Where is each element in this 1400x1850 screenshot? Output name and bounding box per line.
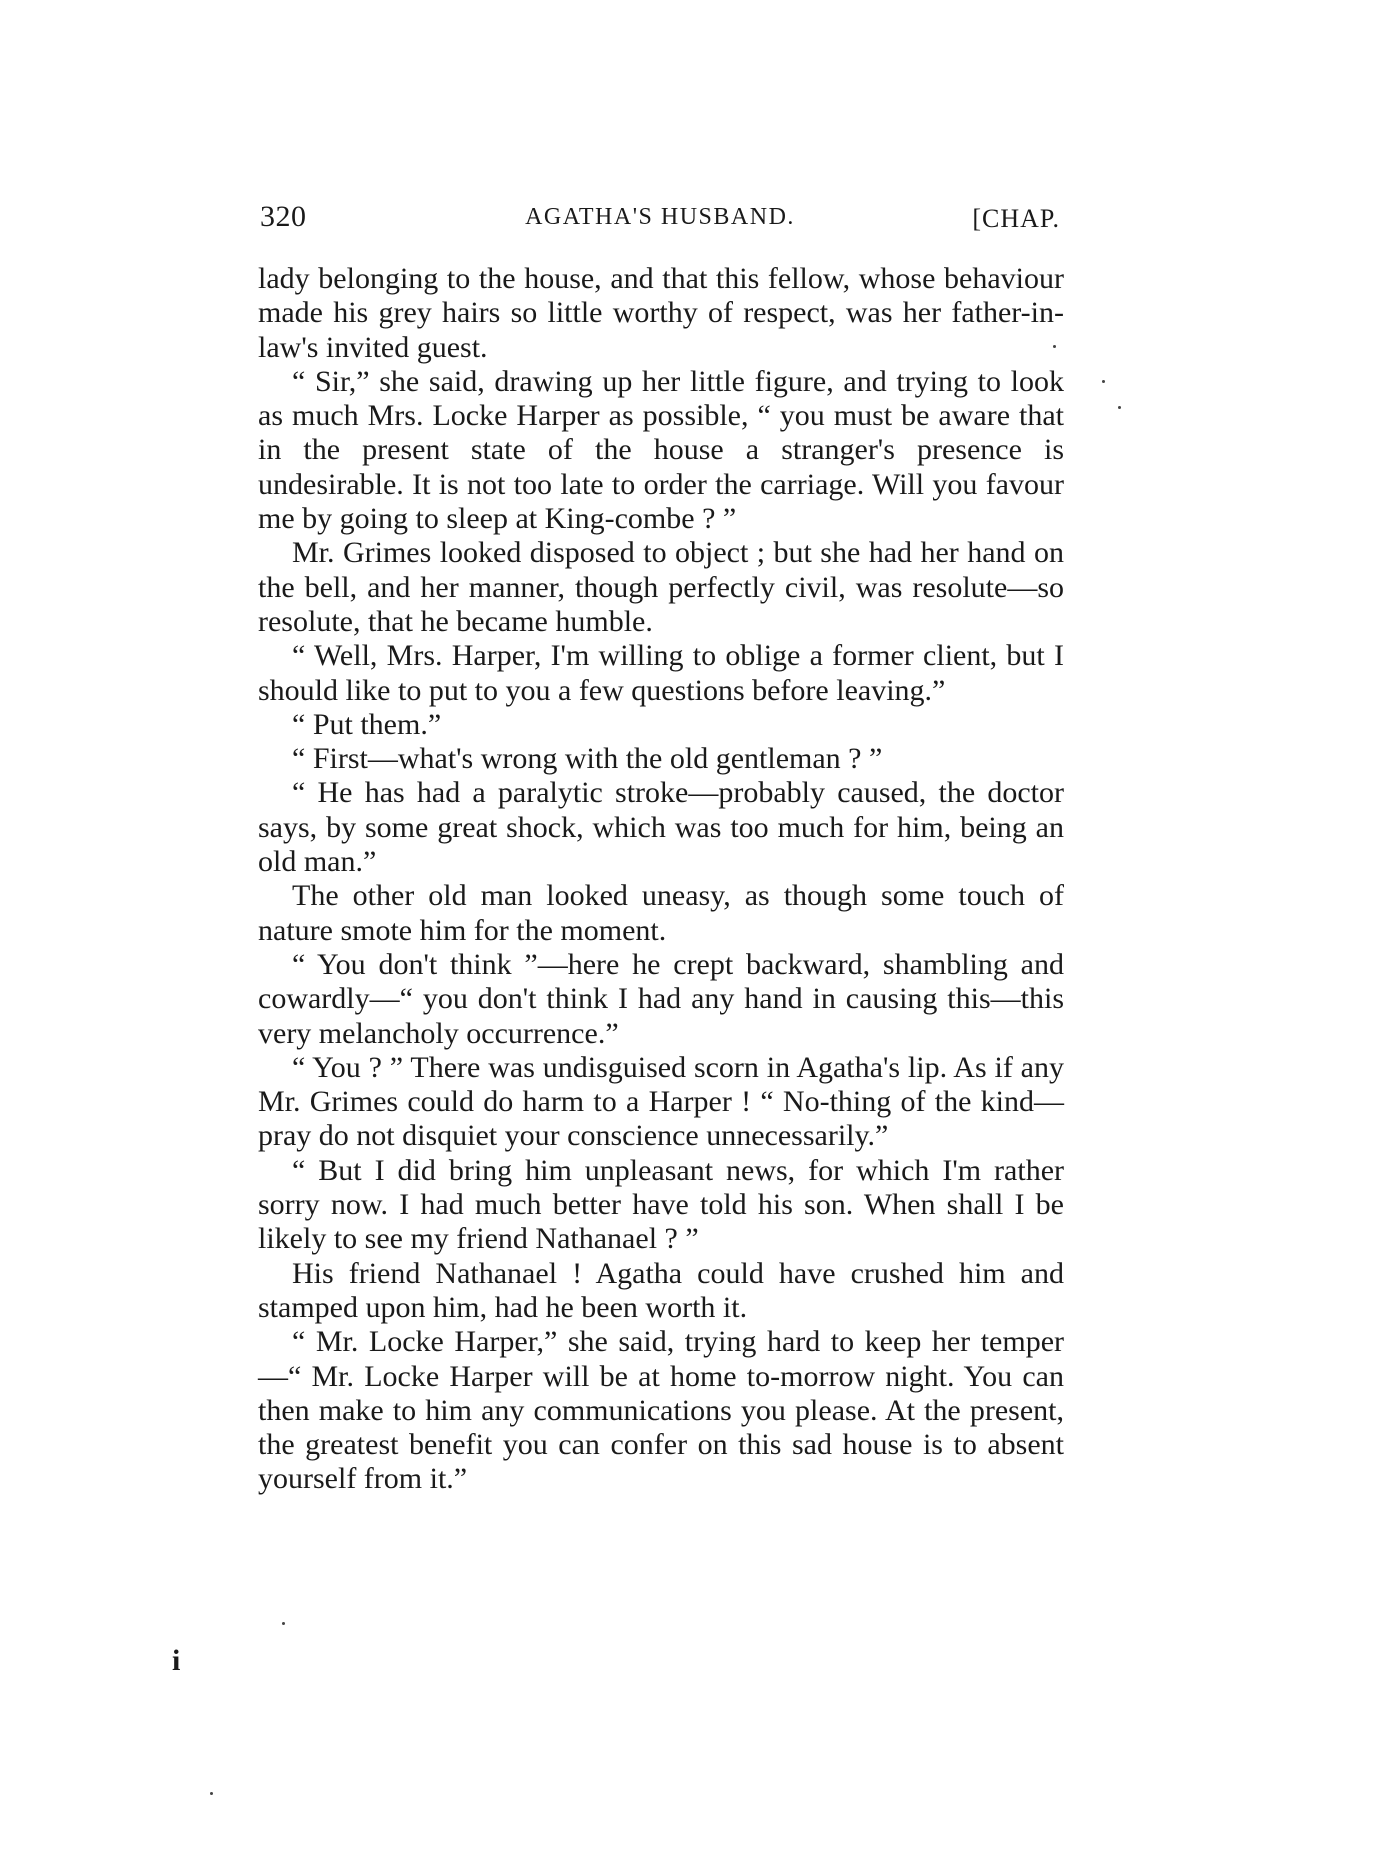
paragraph: “ He has had a paralytic stroke—probably caused, the doctor says, by some great shock, which was too much for him, being an old man.” bbox=[258, 776, 1064, 879]
paragraph: “ First—what's wrong with the old gentleman ? ” bbox=[292, 742, 883, 776]
running-head bbox=[260, 200, 1060, 240]
print-speck bbox=[1102, 380, 1105, 383]
paragraph: The other old man looked uneasy, as though some touch of nature smote him for the moment. bbox=[258, 879, 1064, 947]
body-text bbox=[258, 262, 1064, 1497]
print-speck bbox=[282, 1622, 285, 1625]
paragraph: “ But I did bring him unpleasant news, for which I'm rather sorry now. I had much better have told his son. When shall I be likely to see my friend Nathanael ? ” bbox=[258, 1153, 1064, 1256]
paragraph: “ You don't think ”—here he crept backward, shambling and cowardly—“ you don't think I had any hand in causing this—this very melancholy occurrence.” bbox=[258, 947, 1064, 1050]
print-speck bbox=[210, 1792, 213, 1795]
paragraph: Mr. Grimes looked disposed to object ; but she had her hand on the bell, and her manner, though perfectly civil, was resolute—so resolute, that he became humble. bbox=[258, 536, 1064, 638]
paragraph: “ Sir,” she said, drawing up her little figure, and trying to look as much Mrs. Locke Harper as possible, “ you must be aware that in the present state of the house a stranger's presence is undesirable. It is not too late to order the carriage. Will you favour me by going to sleep at King-combe ? ” bbox=[258, 364, 1064, 536]
chapter-label: [CHAP. bbox=[972, 204, 1060, 233]
paragraph: “ Put them.” bbox=[292, 707, 442, 741]
page-number: 320 bbox=[260, 200, 307, 233]
print-speck bbox=[1053, 345, 1056, 348]
paragraph: “ Mr. Locke Harper,” she said, trying hard to keep her temper—“ Mr. Locke Harper will be at home to-morrow night. You can then make to him any communications you please. At the present, the greatest benefit you can confer on this sad house is to absent yourself from it.” bbox=[258, 1325, 1064, 1496]
paragraph: “ Well, Mrs. Harper, I'm willing to oblige a former client, but I should like to put to you a few questions before leaving.” bbox=[258, 639, 1064, 707]
print-speck bbox=[1118, 406, 1121, 409]
running-title: AGATHA'S HUSBAND. bbox=[525, 204, 795, 230]
margin-mark: i bbox=[172, 1644, 181, 1677]
paragraph: His friend Nathanael ! Agatha could have crushed him and stamped upon him, had he been worth it. bbox=[258, 1256, 1064, 1324]
paragraph: lady belonging to the house, and that this fellow, whose behaviour made his grey hairs so little worthy of respect, was her father-in-law's invited guest. bbox=[258, 262, 1064, 364]
paragraph: “ You ? ” There was undisguised scorn in Agatha's lip. As if any Mr. Grimes could do harm to a Harper ! “ No-thing of the kind—pray do not disquiet your conscience unnecessarily.” bbox=[258, 1050, 1064, 1153]
